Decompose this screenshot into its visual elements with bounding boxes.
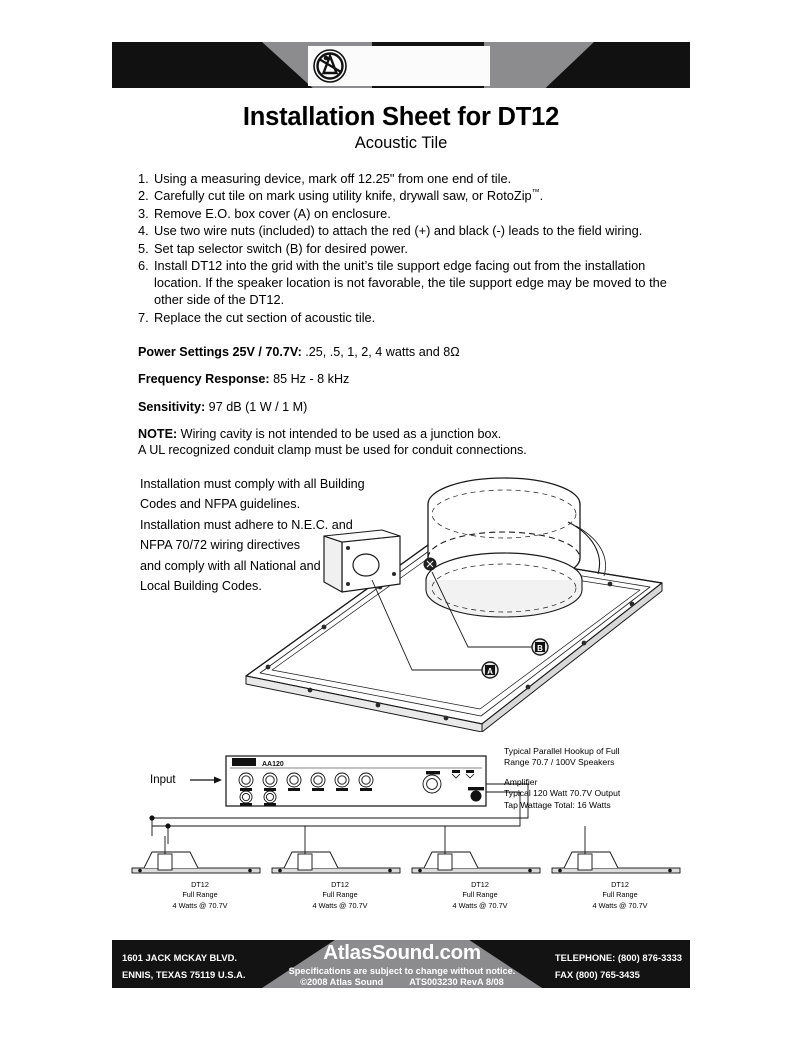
speaker-row	[132, 826, 680, 873]
step-text-tail: .	[539, 188, 544, 204]
speaker-label	[270, 880, 410, 911]
instruction-steps-list	[138, 170, 686, 326]
compliance-line-5: and comply with all National and	[140, 558, 321, 573]
speaker-cross-section	[272, 826, 400, 873]
spec-power-settings	[138, 344, 686, 360]
speaker-range: Full Range	[602, 890, 638, 900]
step-number: 5.	[138, 240, 149, 256]
amp-note-spacer	[504, 769, 694, 777]
compliance-line-2: Codes and NFPA guidelines.	[140, 497, 301, 512]
spec-note	[138, 426, 686, 459]
footer-contact	[555, 949, 682, 984]
step-number: 3.	[138, 205, 149, 221]
page-subtitle: Acoustic Tile	[354, 133, 448, 152]
compliance-line-3: Installation must adhere to N.E.C. and	[140, 517, 353, 532]
speaker-model: DT12	[611, 880, 629, 889]
footer-copyright: ©2008 Atlas Sound	[300, 977, 384, 988]
speaker-cross-section	[412, 826, 540, 873]
list-item	[138, 205, 686, 222]
callout-marker-a	[482, 662, 498, 678]
trademark-symbol: ™	[531, 187, 540, 197]
step-text: Replace the cut section of acoustic tile.	[154, 309, 376, 325]
speaker-range: Full Range	[182, 890, 218, 900]
speaker-labels-row	[130, 880, 690, 911]
step-text: Install DT12 into the grid with the unit’s tile support edge facing out from the installation location. If the speaker location is not favorable, the tile support edge may be moved to the other side of the DT12.	[154, 258, 667, 308]
wire-junction-dot	[165, 823, 170, 828]
spec-note-value: Wiring cavity is not intended to be used as a junction box.	[177, 426, 502, 441]
footer-website-link[interactable]: AtlasSound.com	[323, 941, 481, 964]
input-label: Input	[150, 774, 176, 786]
spec-power-label: Power Settings 25V / 70.7V:	[138, 344, 302, 359]
compliance-line-6: Local Building Codes.	[140, 578, 262, 593]
wiring-diagram	[130, 740, 690, 922]
footer-address-line-2: ENNIS, TEXAS 75119 U.S.A.	[122, 969, 246, 981]
callout-marker-b	[532, 639, 548, 655]
footer-address-line-1: 1601 JACK MCKAY BLVD.	[122, 952, 237, 963]
amp-note-line-5: Tap Wattage Total: 16 Watts	[504, 799, 611, 810]
list-item	[138, 222, 686, 239]
step-text-main: Carefully cut tile on mark using utility knife, drywall saw, or RotoZip	[154, 188, 532, 204]
footer-copyright-row	[262, 977, 542, 988]
speaker-power: 4 Watts @ 70.7V	[592, 900, 648, 910]
spec-power-value: .25, .5, 1, 2, 4 watts and 8Ω	[301, 344, 460, 359]
page-title: Installation Sheet for DT12	[242, 103, 560, 131]
speaker-enclosure-graphic	[426, 478, 606, 617]
footer-doc-id: ATS003230 RevA 8/08	[409, 977, 504, 988]
amp-note-line-4: Typical 120 Watt 70.7V Output	[504, 788, 621, 799]
step-text	[154, 187, 686, 204]
speaker-label	[410, 880, 550, 911]
atlas-sound-logo-icon	[310, 46, 350, 86]
amplifier-graphic	[226, 756, 486, 806]
spec-note-line2: A UL recognized conduit clamp must be used for conduit connections.	[138, 443, 527, 458]
speaker-label	[130, 880, 270, 911]
amp-note-line-1: Typical Parallel Hookup of Full	[504, 746, 620, 756]
step-number: 6.	[138, 258, 149, 274]
compliance-text-block	[140, 474, 440, 596]
spec-sensitivity	[138, 399, 686, 415]
speaker-range: Full Range	[462, 890, 498, 900]
sheet-content	[112, 42, 690, 988]
speaker-power: 4 Watts @ 70.7V	[452, 900, 508, 910]
speaker-range: Full Range	[322, 890, 358, 900]
speaker-power: 4 Watts @ 70.7V	[172, 900, 228, 910]
list-item	[138, 309, 686, 326]
step-text: Using a measuring device, mark off 12.25" from one end of tile.	[154, 170, 512, 186]
spec-note-label: NOTE:	[138, 426, 178, 441]
step-number: 7.	[138, 309, 149, 325]
header-gray-right-shape	[484, 42, 594, 88]
header-banner	[112, 42, 690, 88]
footer-center-block	[262, 942, 542, 988]
speaker-model: DT12	[471, 880, 489, 889]
step-text: Remove E.O. box cover (A) on enclosure.	[154, 205, 391, 221]
list-item	[138, 187, 686, 204]
spec-sensitivity-value: 97 dB (1 W / 1 M)	[205, 399, 308, 414]
spec-frequency-response	[138, 371, 686, 387]
speaker-model: DT12	[331, 880, 349, 889]
speaker-cross-section	[552, 826, 680, 873]
list-item	[138, 170, 686, 187]
amp-note-line-2: Range 70.7 / 100V Speakers	[504, 757, 615, 768]
footer-banner	[112, 940, 690, 988]
wire-junction-dot	[149, 815, 154, 820]
compliance-line-4: NFPA 70/72 wiring directives	[140, 538, 301, 553]
amp-model-label: AA120	[262, 761, 284, 768]
compliance-line-1: Installation must comply with all Building	[140, 477, 365, 491]
list-item	[138, 240, 686, 257]
step-number: 4.	[138, 223, 149, 239]
spec-frequency-value: 85 Hz - 8 kHz	[269, 372, 350, 387]
speaker-power: 4 Watts @ 70.7V	[312, 900, 368, 910]
callout-a-label: A	[487, 667, 493, 676]
spec-frequency-label: Frequency Response:	[138, 372, 270, 387]
speaker-model: DT12	[191, 880, 209, 889]
footer-address	[122, 949, 246, 984]
step-text: Use two wire nuts (included) to attach the red (+) and black (-) leads to the field wiring.	[154, 223, 643, 239]
specifications-section	[138, 344, 686, 459]
step-number: 2.	[138, 188, 149, 204]
step-number: 1.	[138, 170, 149, 186]
footer-disclaimer: Specifications are subject to change without notice.	[288, 965, 516, 976]
footer-telephone: TELEPHONE: (800) 876-3333	[554, 952, 682, 963]
speaker-cross-section	[132, 836, 260, 873]
step-text: Set tap selector switch (B) for desired power.	[154, 240, 408, 256]
callout-b-label: B	[537, 644, 543, 653]
amplifier-note	[504, 746, 694, 811]
spec-sensitivity-label: Sensitivity:	[138, 399, 206, 414]
input-arrow-icon	[190, 777, 222, 784]
footer-fax: FAX (800) 765-3435	[554, 969, 640, 981]
amp-note-line-3: Amplifier	[504, 776, 538, 787]
speaker-label	[550, 880, 690, 911]
list-item	[138, 257, 686, 308]
